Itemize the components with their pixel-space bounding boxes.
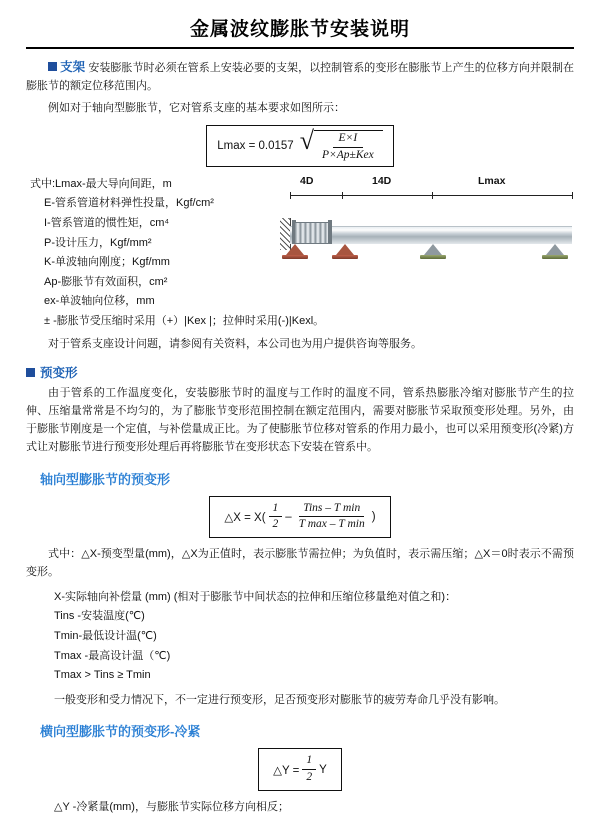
legend-item: Ap-膨胀节有效面积，cm²	[44, 275, 168, 288]
legend-item: P-设计压力，Kgf/mm²	[44, 236, 152, 249]
legend-item: ex-单波轴向位移，mm	[44, 295, 155, 308]
predeform-paragraph-1: 由于管系的工作温度变化，安装膨胀节时的温度与工作时的温度不同，管系热膨胀冷缩对膨胀节产生的拉伸、压缩量常常是不均匀的，为了膨胀节变形范围控制在额定范围内，需要对膨胀节采取预变形处理。另外，由于膨胀节刚度是一个定值，与补偿量成正比。为了使膨胀节位移对管系的作用力最小，也可以采用预变形(冷紧)方式让对膨胀节进行预变形处理后再将膨胀节在变形状态下安装在管系中。	[26, 387, 574, 453]
guide-support-1	[420, 244, 446, 260]
lmax-sqrt	[299, 126, 383, 161]
legend-item: X-实际轴向补偿量 (mm) (相对于膨胀节中间状态的拉伸和压缩位移量绝对值之和)：	[54, 590, 457, 603]
legend-item: ± -膨胀节受压缩时采用（+）|Kex |；拉伸时采用(-)|Kexl。	[44, 314, 325, 327]
lateral-eq-lhs: △Y =	[273, 764, 300, 777]
axial-predeform-equation	[26, 496, 574, 539]
axial-eq-minus: –	[285, 510, 292, 523]
legend-item: 式中:Lmax-最大导向间距，m	[30, 177, 172, 190]
anchor-support-2	[332, 244, 358, 260]
document-body	[0, 57, 600, 817]
axial-eq-temp-fraction: $\frac{\text{Tins – T min}}{\text{T max – T min}}$	[298, 501, 365, 531]
figure-dimension-lines	[280, 191, 574, 200]
legend-figure-row	[26, 173, 574, 314]
legend-item: Tmin-最低设计温(℃)	[54, 629, 157, 642]
flange-right	[328, 220, 332, 244]
lateral-equation-note: △Y -冷紧量(mm)，与膨胀节实际位移方向相反；	[54, 801, 289, 814]
section-predeform-heading: 预变形	[40, 366, 78, 381]
legend-item: Tmax > Tins ≥ Tmin	[54, 669, 151, 682]
lmax-sqrt-denominator: P×Ap±Kex	[321, 148, 374, 161]
bullet-square-icon	[26, 368, 35, 377]
axial-legend-list	[26, 588, 574, 686]
figure-label-lmax: Lmax	[478, 174, 506, 187]
radical-icon: √	[299, 126, 314, 156]
support-paragraph-1: 安装膨胀节时必须在管系上安装必要的支架，以控制管系的变形在膨胀节上产生的位移方向并限制在膨胀节的额定位移范围内。	[26, 62, 575, 92]
figure-pipe-assembly	[280, 200, 574, 270]
legend-item: I-管系管道的惯性矩，cm⁴	[44, 217, 170, 230]
axial-closing-paragraph: 一般变形和受力情况下，不一定进行预变形，足否预变形对膨胀节的疲劳寿命几乎没有影响。	[54, 693, 505, 706]
pipe-shadow	[290, 237, 572, 244]
legend-item: E-管系管道材料弹性投量，Kgf/cm²	[44, 197, 214, 210]
lateral-coldspring-equation	[26, 748, 574, 791]
guide-support-2	[542, 244, 568, 260]
support-closing-paragraph: 对于管系支座设计问题，请参阅有关资料，本公司也为用户提供咨询等服务。	[48, 337, 422, 350]
subsection-axial-heading: 轴向型膨胀节的预变形	[40, 471, 171, 487]
title-divider	[26, 47, 574, 49]
page-title: 金属波纹膨胀节安装说明	[189, 19, 410, 40]
section-support-heading: 支架	[60, 60, 86, 74]
lmax-formula	[26, 125, 574, 166]
support-legend-list	[26, 175, 280, 312]
figure-label-4d: 4D	[300, 174, 314, 187]
support-legend-list-tail	[26, 312, 574, 332]
document-page	[0, 14, 600, 814]
lateral-eq-half: $\frac{1}{2}$	[302, 754, 316, 785]
bullet-square-icon	[48, 62, 57, 71]
lateral-eq-rhs: Y	[319, 763, 327, 776]
anchor-support-1	[282, 244, 308, 260]
axial-eq-lhs: △X = X(	[224, 511, 266, 524]
lmax-formula-lhs: Lmax = 0.0157	[217, 140, 294, 153]
axial-eq-rhs: )	[371, 510, 376, 523]
support-paragraph-2: 例如对于轴向型膨胀节，它对管系支座的基本要求如图所示：	[48, 101, 345, 114]
support-intro-paragraph	[26, 57, 574, 96]
bellows-icon	[294, 222, 330, 244]
subsection-lateral-heading: 横向型膨胀节的预变形-冷紧	[40, 724, 201, 740]
legend-item: Tins -安装温度(℃)	[54, 610, 145, 623]
axial-eq-half: $\frac{1}{2}$	[269, 502, 283, 533]
lmax-sqrt-numerator: E×I	[333, 132, 364, 147]
legend-item: Tmax -最高设计温（℃)	[54, 649, 171, 662]
figure-label-14d: 14D	[372, 174, 392, 187]
axial-equation-note: 式中：△X-预变型量(mm)，△X为正值时，表示膨胀节需拉伸；为负值时，表示需压缩；△X＝0时表示不需预变形。	[26, 548, 574, 578]
axial-expansion-joint-figure	[280, 175, 574, 279]
figure-dimension-labels	[280, 175, 574, 191]
legend-item: K-单波轴向刚度；Kgf/mm	[44, 256, 170, 269]
section-predeform-heading-row	[26, 363, 574, 381]
